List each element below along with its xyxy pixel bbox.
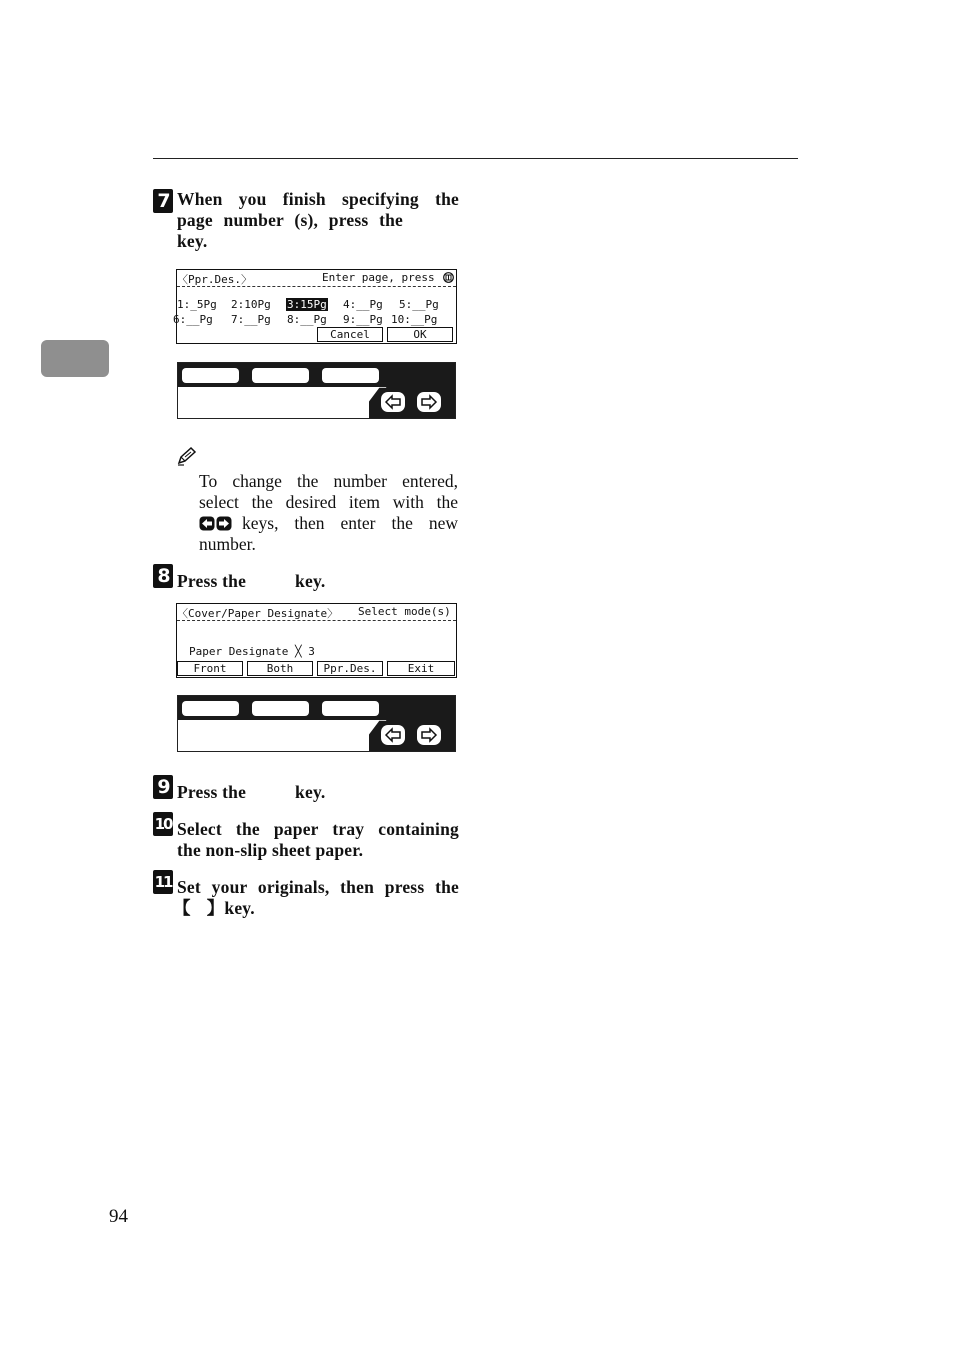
- step-line: the non-slip sheet paper.: [177, 840, 364, 860]
- page-entry-cell[interactable]: 2:10Pg: [231, 298, 271, 311]
- lcd-screen-page-designate: [173, 269, 457, 344]
- function-key[interactable]: [182, 701, 239, 716]
- step-9: [153, 775, 459, 803]
- step-line: Select the paper tray containing: [177, 819, 459, 839]
- note-line: To change the number entered,: [199, 471, 458, 491]
- control-key-panel: [177, 695, 456, 752]
- page-number: 94: [109, 1206, 128, 1227]
- left-arrow-key-icon[interactable]: [381, 725, 405, 745]
- function-key[interactable]: [252, 701, 309, 716]
- page-entry-cell[interactable]: 4:__Pg: [343, 298, 383, 311]
- step-line: Press the: [177, 782, 247, 802]
- function-key[interactable]: [182, 368, 239, 383]
- lcd-prompt: Select mode(s): [358, 605, 451, 618]
- page-entry-cell[interactable]: 1:_5Pg: [177, 298, 217, 311]
- page-entry-cell[interactable]: 8:__Pg: [287, 313, 327, 326]
- key-bracket-open: 【: [173, 898, 191, 918]
- step-line: Press the: [177, 571, 247, 591]
- function-key[interactable]: [322, 368, 379, 383]
- front-button[interactable]: Front: [177, 661, 243, 676]
- lcd-header: [177, 270, 456, 287]
- step-number: 9: [153, 775, 173, 799]
- note-text: [199, 471, 458, 555]
- control-key-panel: [177, 362, 456, 419]
- step-8: [153, 564, 459, 592]
- step-11: [153, 870, 459, 919]
- step-line: When you finish specifying the: [177, 189, 459, 209]
- step-text: [177, 782, 459, 803]
- step-text: [173, 877, 459, 919]
- step-line: key.: [177, 231, 208, 251]
- left-arrow-key-icon: [199, 516, 215, 531]
- step-line: Set your originals, then press the: [177, 877, 459, 897]
- step-number: 10: [153, 812, 173, 836]
- step-line: key.: [295, 571, 326, 591]
- step-line: key.: [295, 782, 326, 802]
- mode-status: Paper Designate ╳ 3: [189, 645, 315, 658]
- page-entry-cell[interactable]: 10:__Pg: [391, 313, 438, 326]
- right-arrow-key-icon[interactable]: [417, 725, 441, 745]
- page-entry-cell[interactable]: 9:__Pg: [343, 313, 383, 326]
- lcd-title: 〈Ppr.Des.〉: [177, 273, 252, 286]
- step-text: [177, 819, 459, 861]
- pencil-icon: [177, 446, 197, 466]
- step-text: [177, 189, 459, 252]
- note-line: number.: [199, 534, 256, 554]
- right-arrow-key-icon[interactable]: [417, 392, 441, 412]
- function-key[interactable]: [322, 701, 379, 716]
- right-arrow-key-icon: [216, 516, 232, 531]
- both-button[interactable]: Both: [247, 661, 313, 676]
- step-text: [177, 571, 459, 592]
- step-number: 8: [153, 564, 173, 588]
- chapter-tab: [41, 340, 109, 377]
- lcd-screen-cover-paper-designate: [176, 603, 457, 678]
- header-rule: [153, 158, 798, 159]
- step-number: 11: [153, 870, 173, 894]
- function-key[interactable]: [252, 368, 309, 383]
- step-line: page number (s), press the: [177, 210, 403, 230]
- step-10: [153, 812, 459, 861]
- key-bracket-close: 】: [206, 898, 225, 918]
- page-entry-cell[interactable]: 7:__Pg: [231, 313, 271, 326]
- page-entry-cell[interactable]: 6:__Pg: [173, 313, 213, 326]
- note-line: keys, then enter the new: [199, 513, 458, 534]
- step-number: 7: [153, 189, 173, 213]
- lcd-header: [177, 604, 456, 621]
- lcd-prompt: Enter page, press: [322, 271, 435, 284]
- lcd-title: 〈Cover/Paper Designate〉: [177, 607, 339, 620]
- page-entry-cell-selected[interactable]: 3:15Pg: [287, 298, 327, 311]
- step-7: [153, 189, 459, 252]
- cancel-button[interactable]: Cancel: [317, 327, 383, 342]
- step-line: 【 】key.: [173, 898, 255, 918]
- page-entry-cell[interactable]: 5:__Pg: [399, 298, 439, 311]
- exit-button[interactable]: Exit: [387, 661, 455, 676]
- ok-button[interactable]: OK: [387, 327, 453, 342]
- enter-circle-icon: [443, 272, 454, 283]
- note-line: select the desired item with the: [199, 492, 458, 512]
- left-arrow-key-icon[interactable]: [381, 392, 405, 412]
- paper-designate-button[interactable]: Ppr.Des.: [317, 661, 383, 676]
